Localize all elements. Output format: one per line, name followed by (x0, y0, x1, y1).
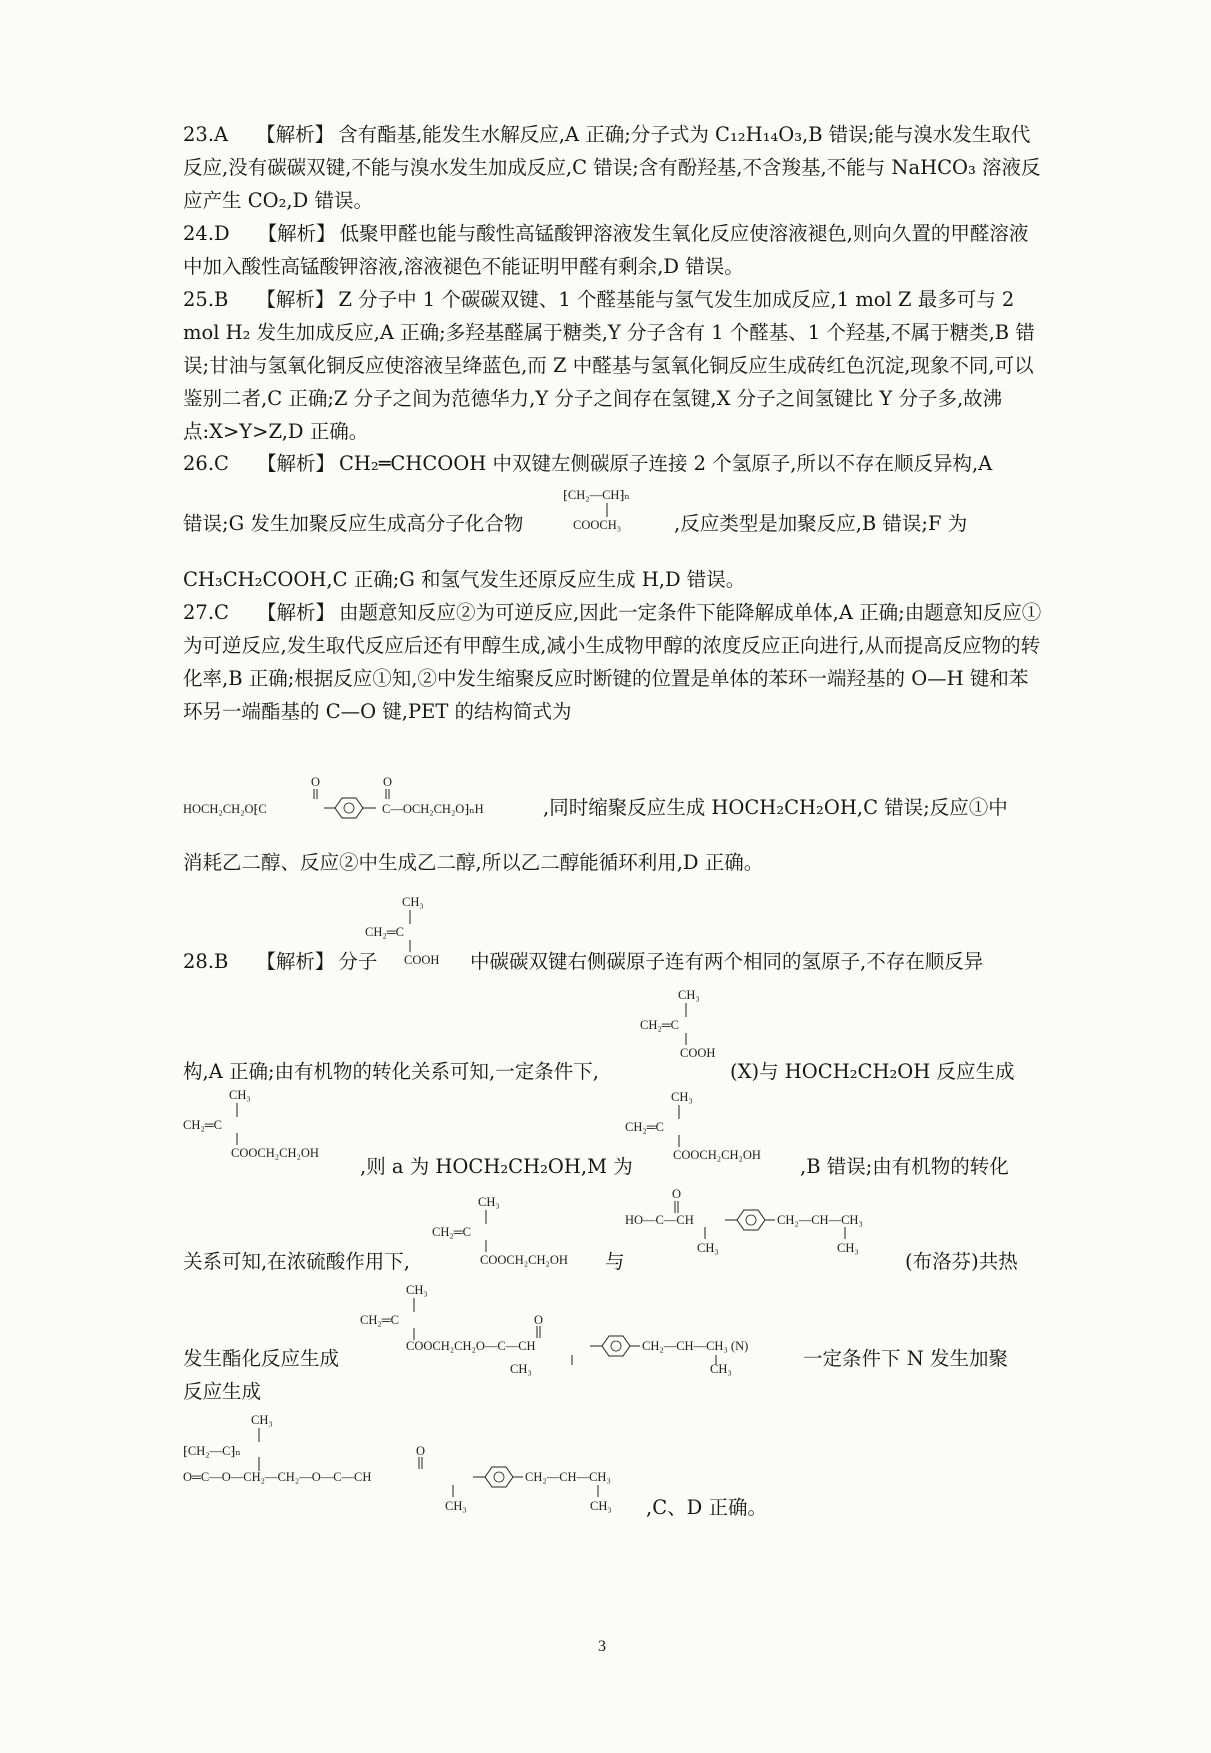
methacrylic-acid-structure-1 (365, 895, 455, 975)
hydroxyethyl-methacrylate-1 (183, 1088, 363, 1168)
answer-27 (183, 596, 1043, 728)
ester-group: COOCH₂CH₂OH (673, 1148, 761, 1162)
hydroxyethyl-methacrylate-2 (625, 1090, 805, 1170)
methyl-group: CH₃ (671, 1090, 693, 1104)
polymer-backbone: ⁅CH₂—C⁆ₙ (183, 1444, 241, 1458)
polymer-side-group: COOCH₃ (573, 518, 622, 532)
answer-28-line5-head: 发生酯化反应生成 (183, 1347, 340, 1370)
analysis-text: CH₂═CHCOOH 中双键左侧碳原子连接 2 个氢原子,所以不存在顺反异构,A (338, 452, 993, 475)
analysis-text: 消耗乙二醇、反应②中生成乙二醇,所以乙二醇能循环利用,D 正确。 (183, 851, 764, 874)
answer-28-line2-tail: (X)与 HOCH₂CH₂OH 反应生成 (730, 1060, 1015, 1083)
pet-left-group: HOCH₂CH₂O⁅C (183, 802, 267, 816)
final-polymer-structure (183, 1413, 663, 1523)
analysis-text: 含有酯基,能发生水解反应,A 正确;分子式为 C₁₂H₁₄O₃,B 错误;能与溴水发生取代反应,没有碳碳双键,不能与溴水发生加成反应,C 错误;含有酚羟基,不含羧基,不能与 NaHCO₃ 溶液反应产生 CO₂,D 错误。 (183, 123, 1041, 212)
pet-oxygen-1: O (311, 775, 321, 789)
answer-28-line3-head: ,则 a 为 HOCH₂CH₂OH,M 为 (360, 1155, 633, 1178)
answer-number: 23.A (183, 123, 229, 146)
ester-n-structure (360, 1283, 830, 1376)
polymer-structure (563, 487, 673, 537)
methyl-group: CH₃ (837, 1241, 859, 1255)
methyl-group: CH₃ (406, 1283, 428, 1297)
analysis-tag: 【解析】 (256, 288, 335, 311)
methyl-group: CH₃ (251, 1413, 273, 1427)
methyl-group: CH₃ (510, 1362, 532, 1376)
ester-group: COOCH₂CH₂OH (480, 1253, 568, 1267)
analysis-tag: 【解析】 (256, 950, 335, 973)
analysis-tag: 【解析】 (257, 222, 336, 245)
answer-28-line5-tail: 一定条件下 N 发生加聚 (803, 1347, 1008, 1370)
answer-number: 24.D (183, 222, 230, 245)
analysis-text: 由题意知反应②为可逆反应,因此一定条件下能降解成单体,A 正确;由题意知反应①为可逆反应,发生取代反应后还有甲醇生成,减小生成物甲醇的浓度反应正向进行,从而提高反应物的转化率,B 正确;根据反应①知,②中发生缩聚反应时断键的位置是单体的苯环一端羟基的 O—H 键和苯环另一端酯基的 C—O 键,PET 的结构简式为 (183, 601, 1042, 723)
methyl-group: CH₃ (590, 1499, 612, 1513)
methyl-group: CH₃ (697, 1241, 719, 1255)
answer-number: 28.B (183, 950, 229, 973)
ibuprofen-structure (625, 1187, 925, 1267)
answer-24 (183, 217, 1043, 283)
analysis-text: Z 分子中 1 个碳碳双键、1 个醛基能与氢气发生加成反应,1 mol Z 最多可与 2 mol H₂ 发生加成反应,A 正确;多羟基醛属于糖类,Y 分子含有 1 个醛基、1 个羟基,不属于糖类,B 错误;甘油与氢氧化铜反应使溶液呈绛蓝色,而 Z 中醛基与氢氧化铜反应生成砖红色沉淀,现象不同,可以鉴别二者,C 正确;Z 分子之间为范德华力,Y 分子之间存在氢键,X 分子之间氢键比 Y 分子多,故沸点:X>Y>Z,D 正确。 (183, 288, 1035, 443)
isobutyl-tail: CH₂—CH—CH₃ (N) (642, 1339, 749, 1353)
analysis-text: CH₃CH₂COOH,C 正确;G 和氢气发生还原反应生成 H,D 错误。 (183, 568, 746, 591)
analysis-tag: 【解析】 (256, 452, 335, 475)
answer-23 (183, 118, 1043, 217)
methyl-group: CH₃ (710, 1362, 732, 1376)
polymer-backbone: ⁅CH₂—CH⁆ₙ (563, 488, 630, 502)
ibuprofen-isobutyl: CH₂—CH—CH₃ (777, 1213, 863, 1227)
answer-27-after-pet: ,同时缩聚反应生成 HOCH₂CH₂OH,C 错误;反应①中 (543, 796, 1008, 819)
answer-number: 27.C (183, 601, 229, 624)
answer-28-line1-tail: 中碳碳双键右侧碳原子连有两个相同的氢原子,不存在顺反异 (470, 950, 984, 973)
answer-28-line4-head: 关系可知,在浓硫酸作用下, (183, 1250, 410, 1273)
carboxyl-group: COOH (404, 953, 440, 967)
vinyl-group: CH₂═C (432, 1225, 471, 1239)
isobutyl-tail: CH₂—CH—CH₃ (525, 1470, 611, 1484)
answer-28-line4-and: 与 (605, 1250, 625, 1273)
methyl-group: CH₃ (402, 895, 424, 909)
answer-28-final: ,C、D 正确。 (646, 1496, 767, 1519)
vinyl-group: CH₂═C (625, 1120, 664, 1134)
pet-right-group: C—OCH₂CH₂O⁆ₙH (382, 802, 484, 816)
carboxyl-group: COOH (680, 1046, 716, 1060)
answer-26-line2b: ,反应类型是加聚反应,B 错误;F 为 (674, 512, 968, 535)
pet-structure (183, 775, 543, 835)
answer-number: 25.B (183, 288, 229, 311)
answer-25 (183, 283, 1043, 448)
answer-28-line1-head (183, 950, 377, 974)
answer-number: 26.C (183, 452, 229, 475)
analysis-text: 低聚甲醛也能与酸性高锰酸钾溶液发生氧化反应使溶液褪色,则向久置的甲醛溶液中加入酸性高锰酸钾溶液,溶液褪色不能证明甲醛有剩余,D 错误。 (183, 222, 1029, 278)
methyl-group: CH₃ (478, 1195, 500, 1209)
ester-chain: COOCH₂CH₂O—C—CH (406, 1339, 536, 1353)
answer-26-line3 (183, 563, 1043, 596)
carbonyl-oxygen: O (534, 1313, 544, 1327)
answer-28-line3-tail: ,B 错误;由有机物的转化 (800, 1155, 1009, 1178)
analysis-text: 分子 (338, 950, 378, 973)
carbonyl-oxygen: O (672, 1187, 682, 1201)
vinyl-group: CH₂═C (360, 1313, 399, 1327)
methacrylic-acid-structure-2 (640, 988, 730, 1068)
vinyl-group: CH₂═C (640, 1018, 679, 1032)
pet-oxygen-2: O (383, 775, 393, 789)
analysis-tag: 【解析】 (256, 601, 335, 624)
answer-28-line4-tail: (布洛芬)共热 (905, 1250, 1018, 1273)
methyl-group: CH₃ (678, 988, 700, 1002)
answer-28-line2-head: 构,A 正确;由有机物的转化关系可知,一定条件下, (183, 1060, 599, 1083)
methyl-group: CH₃ (445, 1499, 467, 1513)
ibuprofen-acid-part: HO—C—CH (625, 1213, 694, 1227)
vinyl-group: CH₂═C (365, 925, 404, 939)
methyl-group: CH₃ (229, 1088, 251, 1102)
vinyl-group: CH₂═C (183, 1118, 222, 1132)
answer-26-line2a: 错误;G 发生加聚反应生成高分子化合物 (183, 512, 524, 535)
page-number: 3 (598, 1638, 606, 1655)
analysis-tag: 【解析】 (256, 123, 335, 146)
hydroxyethyl-methacrylate-3 (432, 1195, 612, 1275)
answer-28-line6: 反应生成 (183, 1380, 262, 1403)
answer-27-last-line (183, 846, 1043, 879)
ester-group: COOCH₂CH₂OH (231, 1146, 319, 1160)
polymer-ester-chain: O═C—O—CH₂—CH₂—O—C—CH (183, 1470, 372, 1484)
answer-26-line1 (183, 447, 1043, 480)
carbonyl-oxygen: O (416, 1444, 426, 1458)
